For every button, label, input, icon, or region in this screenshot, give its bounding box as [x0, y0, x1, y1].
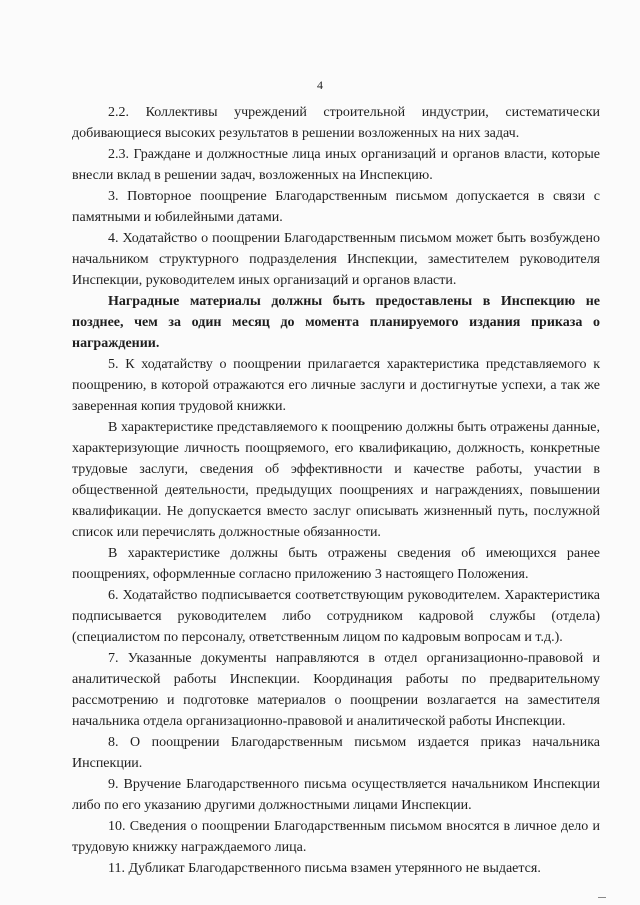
paragraph-10: 10. Сведения о поощрении Благодарственным письмом вносятся в личное дело и трудовую книжку награждаемого лица.	[72, 819, 600, 855]
paragraph-5: 5. К ходатайству о поощрении прилагается характеристика представляемого к поощрению, в которой отражаются его личные заслуги и достигнутые успехи, а так же заверенная копия трудовой книжки.	[72, 357, 600, 414]
paragraph-5-previous-awards: В характеристике должны быть отражены сведения об имеющихся ранее поощрениях, оформленные согласно приложению 3 настоящего Положения.	[72, 546, 600, 582]
paragraph-2-3: 2.3. Граждане и должностные лица иных организаций и органов власти, которые внесли вклад в решении задач, возложенных на Инспекцию.	[72, 147, 600, 183]
paragraph-8: 8. О поощрении Благодарственным письмом издается приказ начальника Инспекции.	[72, 735, 600, 771]
paragraph-7: 7. Указанные документы направляются в отдел организационно-правовой и аналитической работы Инспекции. Координация работы по предварительному рассмотрению и подготовке материалов о поощрении возлагается на заместителя начальника отдела организационно-правовой и аналитической работы Инспекции.	[72, 651, 600, 729]
paragraph-4: 4. Ходатайство о поощрении Благодарственным письмом может быть возбуждено начальником структурного подразделения Инспекции, заместителем руководителя Инспекции, руководителем иных организаций и органов власти.	[72, 231, 600, 288]
deadline-notice: Наградные материалы должны быть предоставлены в Инспекцию не позднее, чем за один месяц до момента планируемого издания приказа о награждении.	[72, 294, 600, 351]
scan-mark	[598, 897, 606, 898]
document-body	[72, 102, 600, 879]
paragraph-11: 11. Дубликат Благодарственного письма взамен утерянного не выдается.	[108, 861, 541, 876]
paragraph-6: 6. Ходатайство подписывается соответствующим руководителем. Характеристика подписывается руководителем либо сотрудником кадровой службы (отдела) (специалистом по персоналу, ответственным лицом по кадровым вопросам и т.д.).	[72, 588, 600, 645]
page-number: 4	[317, 78, 323, 92]
paragraph-2-2: 2.2. Коллективы учреждений строительной индустрии, систематически добивающиеся высоких результатов в решении возложенных на них задач.	[72, 105, 600, 141]
paragraph-9: 9. Вручение Благодарственного письма осуществляется начальником Инспекции либо по его указанию другими должностными лицами Инспекции.	[72, 777, 600, 813]
paragraph-5-characteristic: В характеристике представляемого к поощрению должны быть отражены данные, характеризующие личность поощряемого, его квалификацию, должность, конкретные трудовые заслуги, сведения об эффективности и качестве работы, участии в общественной деятельности, предыдущих поощрениях и награждениях, повышении квалификации. Не допускается вместо заслуг описывать жизненный путь, послужной список или перечислять должностные обязанности.	[72, 420, 600, 540]
paragraph-3: 3. Повторное поощрение Благодарственным письмом допускается в связи с памятными и юбилейными датами.	[72, 189, 600, 225]
